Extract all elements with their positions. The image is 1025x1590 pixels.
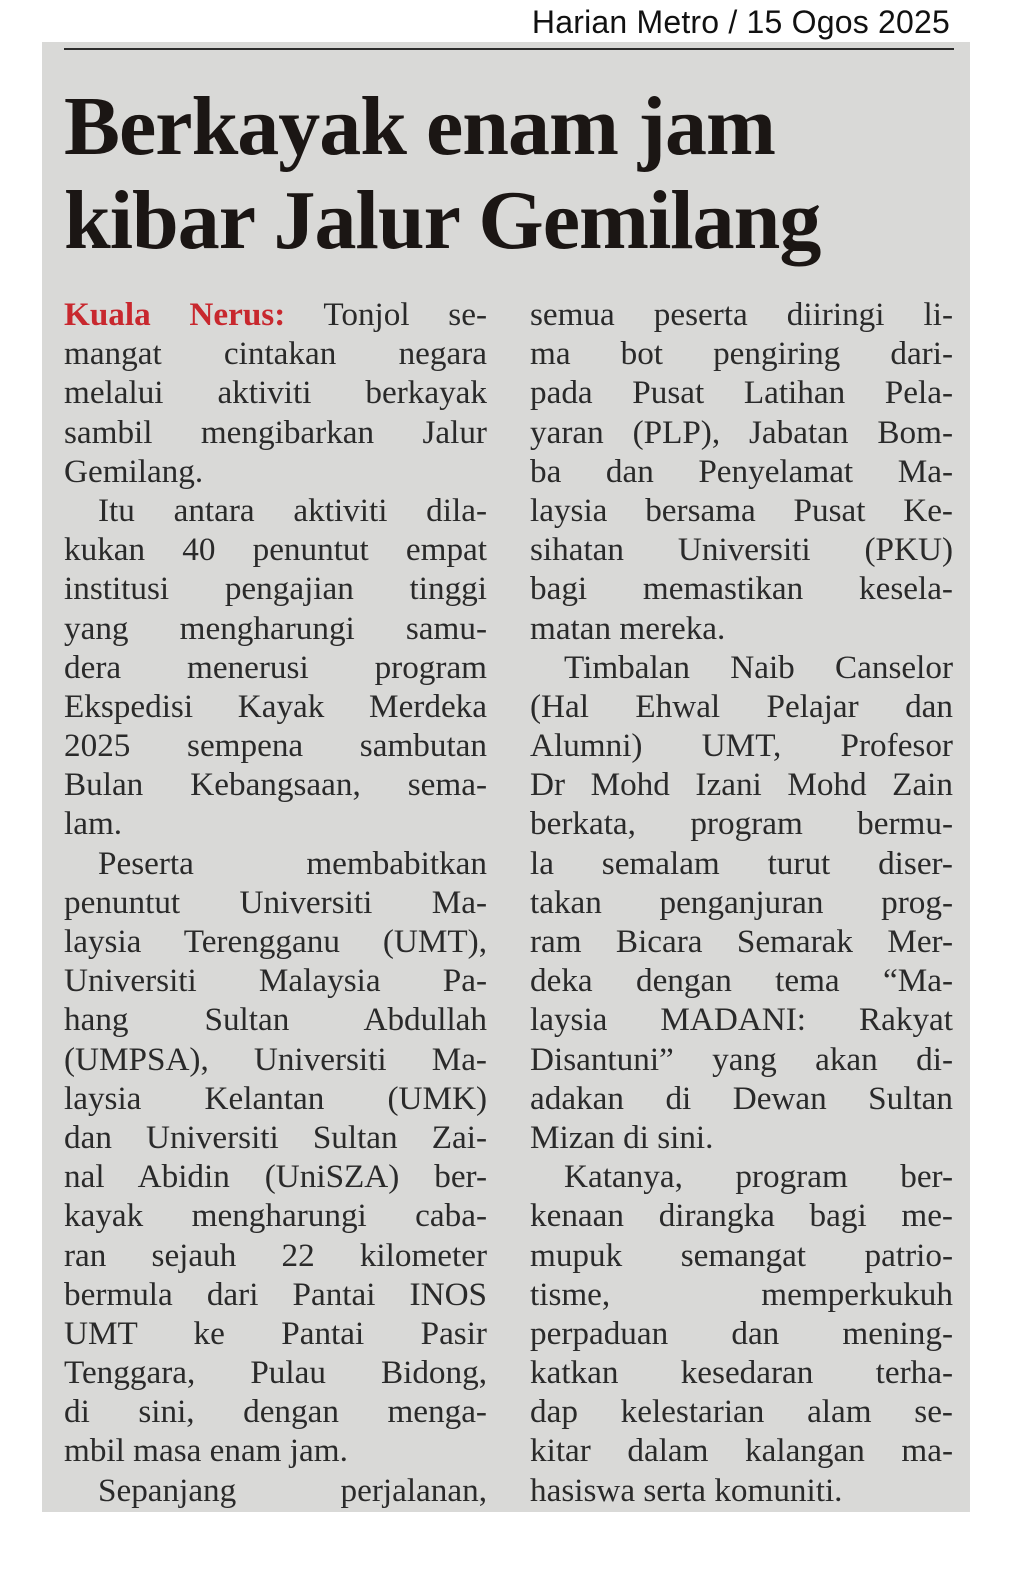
text-line: berkata, program bermu-: [530, 805, 953, 843]
text-line: Timbalan Naib Canselor: [564, 648, 953, 686]
text-line: Mizan di sini.: [530, 1118, 714, 1156]
text-line: dera menerusi program: [64, 648, 487, 686]
headline-line-1: Berkayak enam jam: [64, 80, 775, 173]
text-line: 2025 sempena sambutan: [64, 727, 487, 765]
text-line: Universiti Malaysia Pa-: [64, 962, 487, 1000]
text-line: melalui aktiviti berkayak: [64, 374, 487, 412]
text-line: Tenggara, Pulau Bidong,: [64, 1354, 487, 1392]
text-line: pada Pusat Latihan Pela-: [530, 374, 953, 412]
text-line: deka dengan tema “Ma-: [530, 962, 953, 1000]
text-line: dan Universiti Sultan Zai-: [64, 1118, 487, 1156]
text-line: lam.: [64, 805, 123, 843]
text-line: ma bot pengiring dari-: [530, 335, 953, 373]
source-caption: Harian Metro / 15 Ogos 2025: [531, 4, 950, 40]
text-line: sambil mengibarkan Jalur: [64, 413, 487, 451]
text-line: Disantuni” yang akan di-: [530, 1040, 953, 1078]
text-line: Ekspedisi Kayak Merdeka: [64, 687, 487, 725]
text-line: penuntut Universiti Ma-: [64, 883, 487, 921]
text-line: yaran (PLP), Jabatan Bom-: [530, 413, 953, 451]
text-line: adakan di Dewan Sultan: [530, 1079, 953, 1117]
text-line: bermula dari Pantai INOS: [64, 1275, 487, 1313]
text-line: Gemilang.: [64, 452, 204, 490]
text-line: Dr Mohd Izani Mohd Zain: [530, 766, 953, 804]
text-line: matan mereka.: [530, 609, 726, 647]
text-line: hasiswa serta komuniti.: [530, 1471, 843, 1509]
text-line: mangat cintakan negara: [64, 335, 487, 373]
headline: [64, 80, 944, 268]
text-line: kenaan dirangka bagi me-: [530, 1197, 953, 1235]
text-line: (UMPSA), Universiti Ma-: [64, 1040, 487, 1078]
text-line: institusi pengajian tinggi: [64, 570, 487, 608]
text-line: mbil masa enam jam.: [64, 1432, 348, 1470]
text-line: takan penganjuran prog-: [530, 883, 953, 921]
text-line: yang mengharungi samu-: [64, 609, 487, 647]
newspaper-clipping: [42, 42, 970, 1512]
text-line: dap kelestarian alam se-: [530, 1393, 953, 1431]
text-line: kayak mengharungi caba-: [64, 1197, 487, 1235]
text-line: nal Abidin (UniSZA) ber-: [64, 1158, 487, 1196]
text-line: ran sejauh 22 kilometer: [64, 1236, 487, 1274]
text-line: laysia MADANI: Rakyat: [530, 1001, 953, 1039]
text-line: Peserta membabitkan: [98, 844, 487, 882]
text-line: Sepanjang perjalanan,: [98, 1471, 487, 1509]
text-line: di sini, dengan menga-: [64, 1393, 487, 1431]
text-line: ba dan Penyelamat Ma-: [530, 452, 953, 490]
article-column-left: [64, 295, 487, 1510]
text-line: katkan kesedaran terha-: [530, 1354, 953, 1392]
headline-line-2: kibar Jalur Gemilang: [64, 174, 821, 267]
text-line: UMT ke Pantai Pasir: [64, 1314, 487, 1352]
text-line: mupuk semangat patrio-: [530, 1236, 953, 1274]
text-line: Katanya, program ber-: [564, 1158, 953, 1196]
text-line: kukan 40 penuntut empat: [64, 531, 487, 569]
text-line: Kuala Nerus: Tonjol se-: [64, 296, 487, 333]
text-line: Alumni) UMT, Profesor: [530, 727, 953, 765]
text-line: (Hal Ehwal Pelajar dan: [530, 687, 953, 725]
text-line: tisme, memperkukuh: [530, 1275, 953, 1313]
text-line: laysia bersama Pusat Ke-: [530, 491, 953, 529]
text-line: laysia Kelantan (UMK): [64, 1079, 487, 1117]
text-line: bagi memastikan kesela-: [530, 570, 953, 608]
text-line: ram Bicara Semarak Mer-: [530, 923, 953, 960]
text-line: la semalam turut diser-: [530, 844, 953, 882]
text-line: hang Sultan Abdullah: [64, 1001, 487, 1039]
top-rule: [64, 48, 954, 50]
article-column-right: [530, 295, 953, 1510]
text-line: Bulan Kebangsaan, sema-: [64, 766, 487, 804]
text-line: perpaduan dan mening-: [530, 1314, 953, 1352]
text-line: Itu antara aktiviti dila-: [98, 491, 487, 529]
text-line: semua peserta diiringi li-: [530, 296, 953, 333]
text-line: laysia Terengganu (UMT),: [64, 923, 487, 960]
dateline: Kuala Nerus:: [64, 296, 286, 333]
text-line: kitar dalam kalangan ma-: [530, 1432, 953, 1470]
text-line: sihatan Universiti (PKU): [530, 531, 953, 569]
